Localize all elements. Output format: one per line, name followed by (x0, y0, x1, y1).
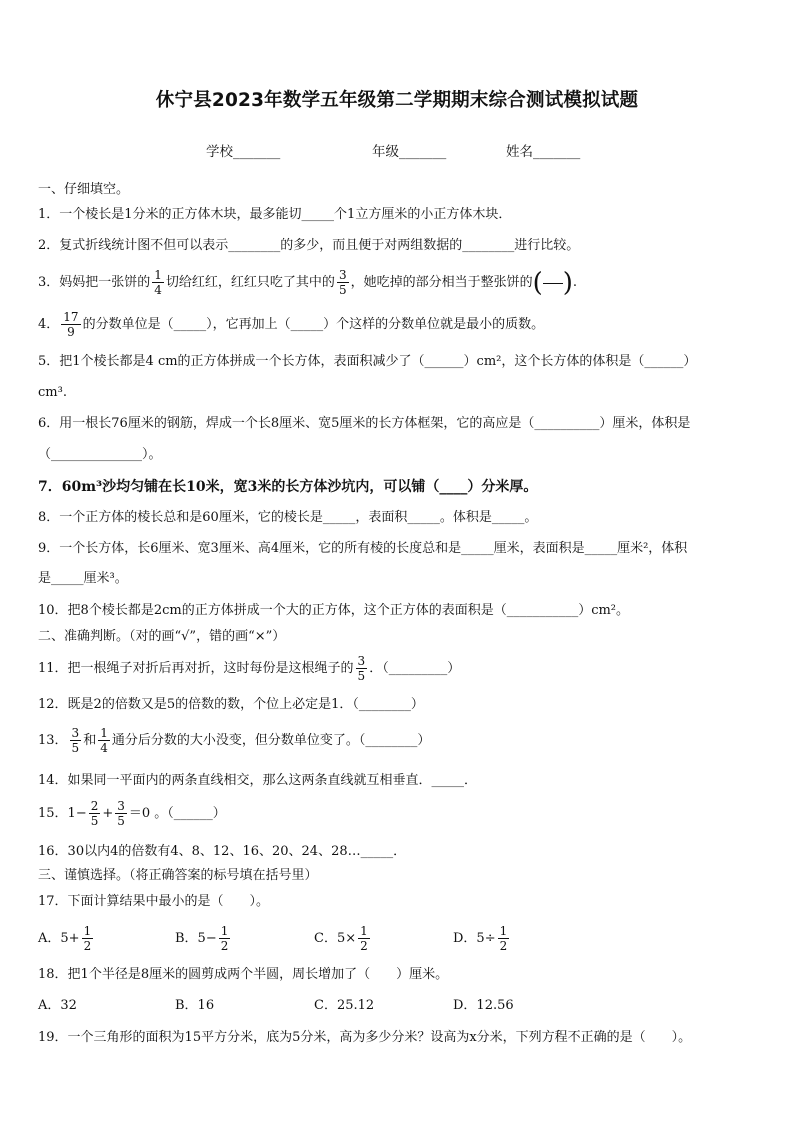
fraction: $\frac{3}{5}$ (357, 654, 366, 683)
question-6: 6．用一根长76厘米的钢筋，焊成一个长8厘米、宽5厘米的长方体框架，它的高应是（__________）厘米，体积是 (38, 416, 691, 431)
question-17-option-d: D．5÷ $\frac{1}{2}$ (453, 924, 508, 953)
fraction: $\frac{1}{2}$ (83, 924, 92, 953)
question-13: 13． $\frac{3}{5}$ 和 $\frac{1}{4}$ 通分后分数的大小没变，但分数单位变了。（________） (38, 726, 431, 755)
fraction-blank: ( ) (532, 267, 573, 298)
fraction: $\frac{1}{2}$ (360, 924, 368, 953)
fraction: $\frac{1}{4}$ (100, 726, 108, 755)
question-12: 12．既是2的倍数又是5的倍数的数，个位上必定是1．（________） (38, 697, 424, 712)
section-heading-1: 一、仔细填空。 (38, 182, 130, 197)
question-17: 17．下面计算结果中最小的是（ ）。 (38, 894, 270, 909)
question-18-option-c: C．25.12 (314, 998, 375, 1013)
question-3-text-a: 3．妈妈把一张饼的 (38, 275, 151, 290)
question-3-text-c: ，她吃掉的部分相当于整张饼的 (350, 275, 533, 290)
question-18-option-d: D．12.56 (453, 998, 514, 1013)
question-15: 15．1− $\frac{2}{5}$ + $\frac{3}{5}$ ＝0 。（______） (38, 799, 226, 828)
fraction: $\frac{1}{4}$ (154, 268, 162, 297)
question-16: 16．30以内4的倍数有4、8、12、16、20、24、28…_____． (38, 844, 407, 859)
question-17-option-a: A．5+ $\frac{1}{2}$ (38, 924, 92, 953)
question-3: 3．妈妈把一张饼的 $\frac{1}{4}$ 切给红红，红红只吃了其中的 $\frac{3}{5}$ ，她吃掉的部分相当于整张饼的( ). (38, 267, 578, 298)
question-6-continued: （______________）。 (38, 447, 162, 462)
fraction: $\frac{1}{2}$ (499, 924, 508, 953)
question-7: 7．60m³沙均匀铺在长10米，宽3米的长方体沙坑内，可以铺（____）分米厚。 (38, 479, 538, 495)
question-18-option-a: A．32 (38, 998, 77, 1013)
fraction: $\frac{1}{2}$ (220, 924, 229, 953)
fraction: $\frac{3}{5}$ (71, 726, 80, 755)
school-field: 学校_______ (206, 144, 281, 160)
question-1: 1．一个棱长是1分米的正方体木块，最多能切_____个1立方厘米的小正方体木块． (38, 207, 512, 222)
question-9: 9．一个长方体，长6厘米、宽3厘米、高4厘米，它的所有棱的长度总和是_____厘米，表面积是_____厘米²，体积 (38, 541, 688, 556)
question-8: 8．一个正方体的棱长总和是60厘米，它的棱长是_____，表面积_____。体积是_____。 (38, 510, 538, 525)
question-5: 5．把1个棱长都是4 cm的正方体拼成一个长方体，表面积减少了（______）cm²，这个长方体的体积是（______） (38, 354, 697, 369)
question-18-option-b: B．16 (175, 998, 215, 1013)
section-heading-2: 二、准确判断。（对的画“√”，错的画“×”） (38, 629, 286, 644)
question-4: 4． $\frac{17}{9}$ 的分数单位是（_____），它再加上（_____）个这样的分数单位就是最小的质数。 (38, 310, 545, 339)
question-18: 18．把1个半径是8厘米的圆剪成两个半圆，周长增加了（ ）厘米。 (38, 967, 449, 982)
question-5-continued: cm³. (38, 385, 67, 400)
name-field: 姓名_______ (506, 144, 581, 160)
question-17-option-b: B．5− $\frac{1}{2}$ (175, 924, 229, 953)
question-11: 11．把一根绳子对折后再对折，这时每份是这根绳子的 $\frac{3}{5}$ ．（_________） (38, 654, 461, 683)
page-title: 休宁县2023年数学五年级第二学期期末综合测试模拟试题 (155, 90, 639, 111)
fraction: $\frac{3}{5}$ (117, 799, 125, 828)
question-9-continued: 是_____厘米³。 (38, 571, 128, 586)
question-17-option-c: C．5× $\frac{1}{2}$ (314, 924, 368, 953)
question-19: 19．一个三角形的面积为15平方分米，底为5分米，高为多少分米？设高为x分米，下列方程不正确的是（ ）。 (38, 1030, 692, 1045)
fraction: $\frac{3}{5}$ (338, 268, 347, 297)
fraction: $\frac{17}{9}$ (63, 310, 79, 339)
section-heading-3: 三、谨慎选择。（将正确答案的标号填在括号里） (38, 868, 318, 883)
grade-field: 年级_______ (372, 144, 447, 160)
fraction: $\frac{2}{5}$ (90, 799, 99, 828)
question-14: 14．如果同一平面内的两条直线相交，那么这两条直线就互相垂直．_____． (38, 773, 478, 788)
question-2: 2．复式折线统计图不但可以表示________的多少，而且便于对两组数据的________进行比较。 (38, 238, 580, 253)
question-10: 10．把8个棱长都是2cm的正方体拼成一个大的正方体，这个正方体的表面积是（___________）cm²。 (38, 603, 630, 618)
question-3-text-b: 切给红红，红红只吃了其中的 (165, 275, 335, 290)
